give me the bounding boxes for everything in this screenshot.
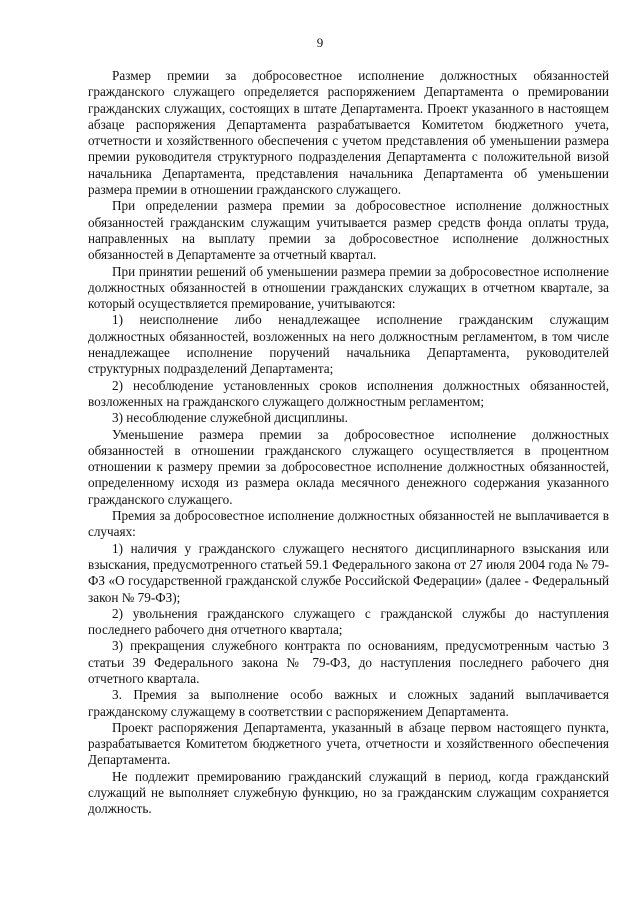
paragraph-no-payment-cases: Премия за добросовестное исполнение должностных обязанностей не выплачивается в случаях:: [88, 508, 609, 540]
list-item-no-payment-3: 3) прекращения служебного контракта по основаниям, предусмотренным частью 3 статьи 39 Федерального закона № 79-ФЗ, до наступления последнего рабочего дня отчетного квартала.: [88, 638, 609, 686]
list-item-no-payment-1: 1) наличия у гражданского служащего неснятого дисциплинарного взыскания или взыскания, предусмотренного статьей 59.1 Федерального закона от 27 июля 2004 года № 79-ФЗ «О государственной гражданской службе Российской Федерации» (далее - Федеральный закон № 79-ФЗ);: [88, 540, 609, 605]
list-item-no-payment-2: 2) увольнения гражданского служащего с гражданской службы до наступления последнего рабочего дня отчетного квартала;: [88, 605, 609, 638]
paragraph-special-tasks-bonus: 3. Премия за выполнение особо важных и сложных заданий выплачивается гражданскому служащему в соответствии с распоряжением Департамента.: [88, 687, 609, 719]
page-number: 9: [316, 35, 324, 50]
paragraph-reduction-criteria: При принятии решений об уменьшении размера премии за добросовестное исполнение должностных обязанностей в отношении гражданских служащих в отчетном квартале, за который осуществляется премирование, учитываются:: [88, 263, 609, 312]
document-body: [88, 68, 609, 818]
paragraph-bonus-size: Размер премии за добросовестное исполнение должностных обязанностей гражданского служащего определяется распоряжением Департамента о премировании гражданских служащих, состоящих в штате Департамента. Проект указанного в настоящем абзаце распоряжения Департамента разрабатывается Комитетом бюджетного учета, отчетности и хозяйственного обеспечения с учетом представления об уменьшении размера премии руководителя структурного подразделения Департамента с положительной визой начальника Департамента, представления начальника Департамента об уменьшении размера премии в отношении гражданского служащего.: [88, 68, 609, 198]
list-item-reduction-3: 3) несоблюдение служебной дисциплины.: [112, 410, 348, 426]
paragraph-reduction-method: Уменьшение размера премии за добросовестное исполнение должностных обязанностей в отношении гражданского служащего осуществляется в процентном отношении к размеру премии за добросовестное исполнение должностных обязанностей, определенному исходя из размера оклада месячного денежного содержания указанного гражданского служащего.: [88, 426, 609, 507]
paragraph-bonus-fund: При определении размера премии за добросовестное исполнение должностных обязанностей гражданским служащим учитывается размер средств фонда оплаты труда, направленных на выплату премии за добросовестное исполнение должностных обязанностей в Департаменте за отчетный квартал.: [88, 198, 609, 263]
paragraph-no-bonus-period: Не подлежит премированию гражданский служащий в период, когда гражданский служащий не выполняет служебную функцию, но за гражданским служащим сохраняется должность.: [88, 768, 609, 817]
list-item-reduction-1: 1) неисполнение либо ненадлежащее исполнение гражданским служащим должностных обязанностей, возложенных на него должностным регламентом, в том числе ненадлежащее исполнение поручений начальника Департамента, руководителей структурных подразделений Департамента;: [88, 312, 609, 377]
paragraph-draft-order: Проект распоряжения Департамента, указанный в абзаце первом настоящего пункта, разрабатывается Комитетом бюджетного учета, отчетности и хозяйственного обеспечения Департамента.: [88, 719, 609, 768]
list-item-reduction-2: 2) несоблюдение установленных сроков исполнения должностных обязанностей, возложенных на гражданского служащего должностным регламентом;: [88, 377, 609, 409]
